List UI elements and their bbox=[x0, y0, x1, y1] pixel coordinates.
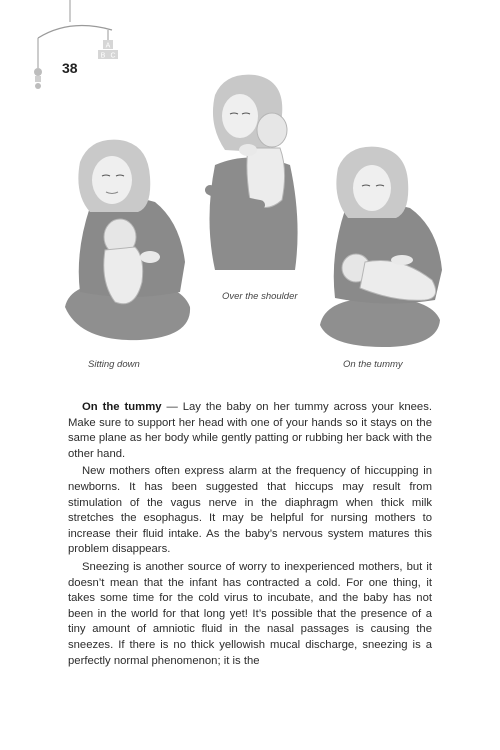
paragraph-hiccupping: New mothers often express alarm at the frequency of hiccupping in newborns. It has been suggested that hiccups may result from stimulation of the vagus nerve in the diaphragm when thick milk stretches the esophagus. It may be helpful for nursing mothers to increase their fluid intake. As the baby’s nervous system matures this problem disappears. bbox=[68, 465, 432, 556]
caption-sitting-down: Sitting down bbox=[88, 359, 140, 370]
caption-over-the-shoulder: Over the shoulder bbox=[222, 291, 298, 302]
caption-on-the-tummy: On the tummy bbox=[343, 359, 403, 370]
body-text bbox=[68, 400, 432, 671]
illustration-on-the-tummy bbox=[320, 140, 450, 350]
paragraph-lead-heading: On the tummy bbox=[82, 401, 162, 413]
block-letter-a: A bbox=[105, 42, 111, 50]
illustration-sitting-down bbox=[60, 132, 200, 347]
paragraph-on-the-tummy bbox=[68, 400, 432, 462]
block-letter-c: C bbox=[110, 52, 116, 60]
paragraph-text: — Lay the baby on her tummy across your knees. Make sure to support her head with one of your hands so it stays on the same plane as her body while gently patting or rubbing her back with the other hand. bbox=[68, 401, 432, 460]
block-letter-b: B bbox=[100, 52, 106, 60]
paragraph-sneezing: Sneezing is another source of worry to inexperienced mothers, but it doesn’t mean that the infant has contracted a cold. For one thing, it takes some time for the cold virus to incubate, and the baby has not been in the world for that long yet! It’s possible that the presence of a tiny amount of amniotic fluid in the nasal passages is causing the sneezes. If there is no thick yellowish mucal discharge, sneezing is a perfectly normal phenomenon; it is the bbox=[68, 560, 432, 667]
baby-mobile-decoration bbox=[0, 0, 140, 100]
illustration-over-the-shoulder bbox=[190, 70, 315, 280]
page-number: 38 bbox=[62, 60, 78, 76]
